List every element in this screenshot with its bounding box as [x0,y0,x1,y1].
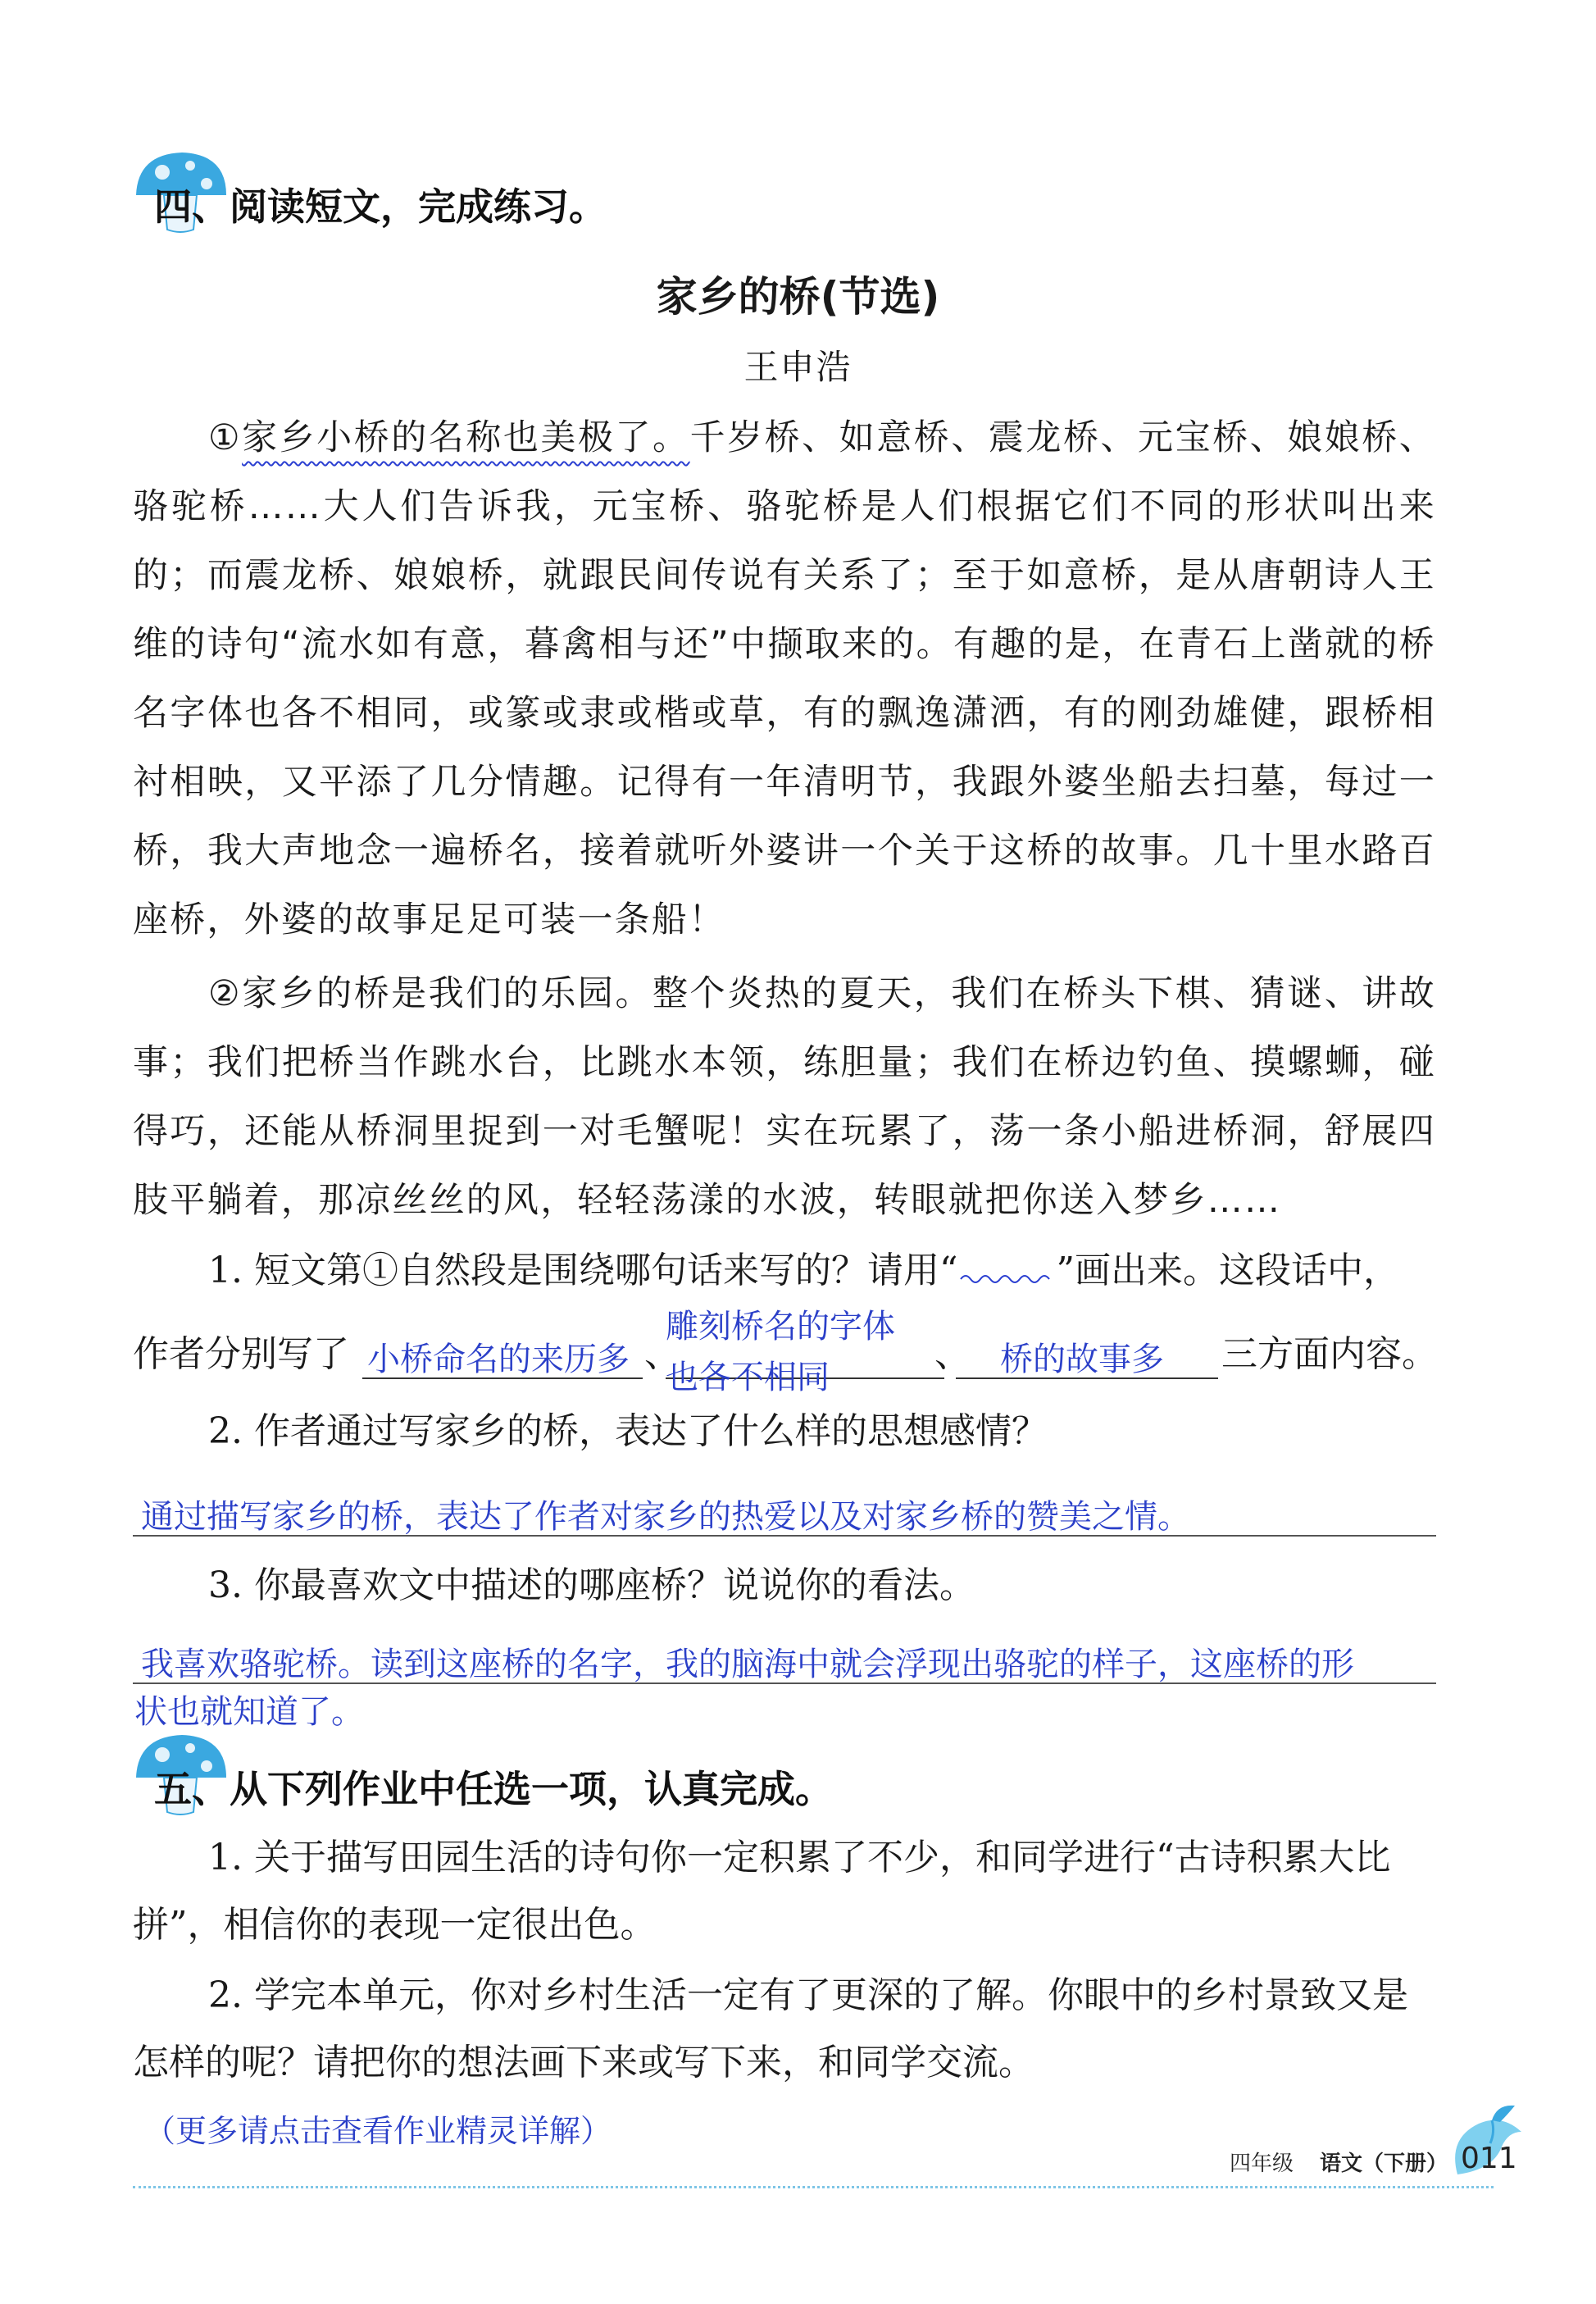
q1-separator-1: 、 [644,1333,680,1375]
question-1-line-1 [208,1246,1520,1295]
key-sentence-underlined: 家乡小桥的名称也美极了。 [242,417,690,458]
wavy-line-icon [957,1261,1056,1286]
q1-text-a: 1. 短文第①自然段是围绕哪句话来写的？请用“ [208,1250,958,1291]
passage-author: 王申浩 [743,347,853,387]
more-details-link[interactable]: （更多请点击查看作业精灵详解） [144,2113,612,2149]
question-2: 2. 作者通过写家乡的桥，表达了什么样的思想感情？ [208,1410,1048,1452]
section5-title: 五、从下列作业中任选一项，认真完成。 [154,1767,833,1811]
q3-answer-line-2: 状也就知道了。 [134,1693,364,1731]
passage-paragraph-2: ②家乡的桥是我们的乐园。整个炎热的夏天，我们在桥头下棋、猜谜、讲故事；我们把桥当作跳水台，比跳水本领，练胆量；我们在桥边钓鱼、摸螺蛳，碰得巧，还能从桥洞里捉到一对毛蟹呢！实在玩累了，荡一条小船进桥洞，舒展四肢平躺着，那凉丝丝的风，轻轻荡漾的水波，转眼就把你送入梦乡…… [133,973,1436,1221]
q1-answer-2a: 雕刻桥名的字体 [666,1308,895,1346]
q1-text-b: ”画出来。这段话中， [1056,1250,1399,1291]
paragraph-1-body: 千岁桥、如意桥、震龙桥、元宝桥、娘娘桥、骆驼桥……大人们告诉我，元宝桥、骆驼桥是人们根据它们不同的形状叫出来的；而震龙桥、娘娘桥，就跟民间传说有关系了；至于如意桥，是从唐朝诗人王维的诗句“流水如有意，暮禽相与还”中撷取来的。有趣的是，在青石上凿就的桥名字体也各不相同，或篆或隶或楷或草，有的飘逸潇洒，有的刚劲雄健，跟桥相衬相映，又平添了几分情趣。记得有一年清明节，我跟外婆坐船去扫墓，每过一桥，我大声地念一遍桥名，接着就听外婆讲一个关于这桥的故事。几十里水路百座桥，外婆的故事足足可装一条船！ [133,417,1437,940]
passage-paragraph-1 [133,403,1436,954]
q1-suffix: 三方面内容。 [1221,1333,1438,1375]
q2-answer-line [133,1535,1436,1537]
page-number: 011 [1461,2142,1517,2175]
q1-answer-3: 桥的故事多 [1000,1341,1164,1378]
q1-prefix: 作者分别写了 [133,1333,349,1375]
question-3: 3. 你最喜欢文中描述的哪座桥？说说你的看法。 [208,1564,975,1606]
footer-grade: 四年级 [1230,2151,1294,2176]
passage-title: 家乡的桥(节选) [656,273,940,321]
footer-dotted-rule [133,2186,1494,2188]
q3-answer-line [133,1682,1436,1684]
q3-answer-line-1: 我喜欢骆驼桥。读到这座桥的名字，我的脑海中就会浮现出骆驼的样子，这座桥的形 [141,1646,1354,1683]
section5-item-2-line-1: 2. 学完本单元，你对乡村生活一定有了更深的了解。你眼中的乡村景致又是 [208,1974,1408,2016]
section4-title: 四、阅读短文，完成练习。 [154,184,607,229]
q1-answer-2b: 也各不相同 [666,1359,830,1396]
q1-separator-2: 、 [934,1333,971,1375]
section5-item-2-line-2: 怎样的呢？请把你的想法画下来或写下来，和同学交流。 [133,2042,1034,2083]
footer-subject: 语文（下册） [1320,2151,1448,2176]
paragraph-marker: ① [208,417,243,458]
q2-answer: 通过描写家乡的桥，表达了作者对家乡的热爱以及对家乡桥的赞美之情。 [141,1498,1190,1536]
section5-item-1-line-1: 1. 关于描写田园生活的诗句你一定积累了不少，和同学进行“古诗积累大比 [208,1837,1391,1878]
section5-item-1-line-2: 拼”，相信你的表现一定很出色。 [133,1904,657,1946]
q1-answer-1: 小桥命名的来历多 [367,1341,630,1378]
